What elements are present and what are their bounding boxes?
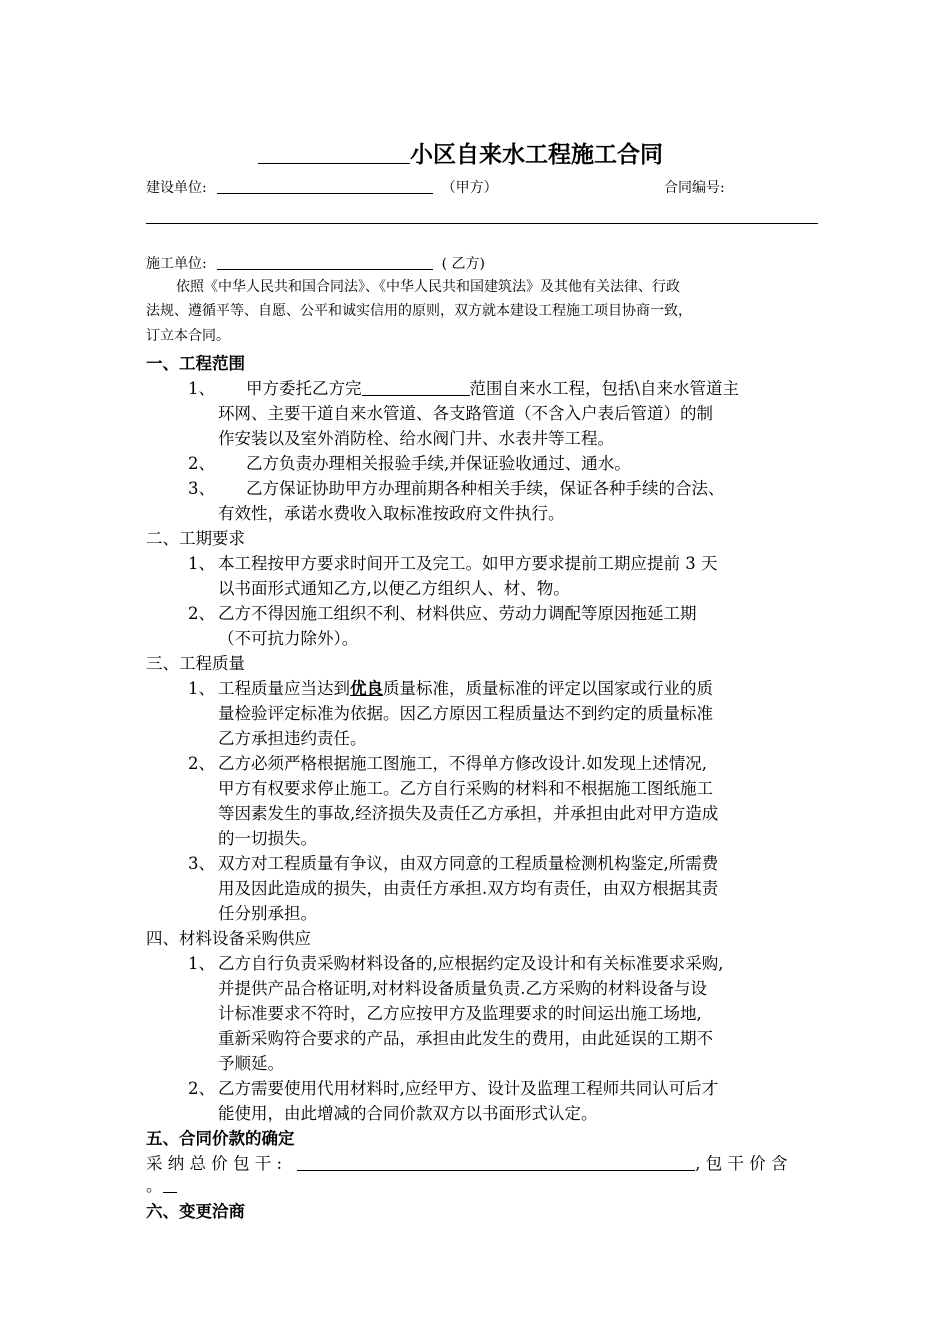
s3-item1-number: 1、 [188,679,215,698]
section-5-heading: 五、合同价款的确定 [146,1129,295,1148]
section-1-heading: 一、工程范围 [146,354,245,373]
s2-item2-number: 2、 [188,604,215,623]
s3-item2-line-1: 乙方必须严格根据施工图施工，不得单方修改设计.如发现上述情况, [218,754,707,773]
s4-item2-line-2: 能使用，由此增减的合同价款双方以书面形式认定。 [218,1104,598,1123]
intro-line-2: 法规、遵循平等、自愿、公平和诚实信用的原则，双方就本建设工程施工项目协商一致， [146,303,692,319]
s1-item1-line-3: 作安装以及室外消防栓、给水阀门井、水表井等工程。 [218,429,614,448]
page-title-row [258,136,663,169]
s3-item1-line-2: 量检验评定标准为依据。因乙方原因工程质量达不到约定的质量标准 [218,704,713,723]
contractor-name-blank[interactable] [217,255,433,270]
s4-item1-line-2: 并提供产品合格证明,对材料设备质量负责.乙方采购的材料设备与设 [218,979,707,998]
s4-item1-line-3: 计标准要求不符时，乙方应按甲方及监理要求的时间运出施工场地, [218,1004,702,1023]
s1-item3-line-1: 乙方保证协助甲方办理前期各种相关手续，保证各种手续的合法、 [246,479,725,498]
s1-item1-line-2: 环网、主要干道自来水管道、各支路管道（不含入户表后管道）的制 [218,404,713,423]
s2-item1-number: 1、 [188,554,215,573]
price-line-2-text: 。 [146,1176,163,1195]
price-row [146,1150,788,1174]
s3-item3-line-1: 双方对工程质量有争议，由双方同意的工程质量检测机构鉴定,所需费 [218,854,719,873]
s4-item1-number: 1、 [188,954,215,973]
project-name-blank[interactable] [258,140,410,164]
s3-item3-line-3: 任分别承担。 [218,904,317,923]
price-tail: , 包 干 价 含 [695,1154,788,1173]
s4-item2-number: 2、 [188,1079,215,1098]
owner-role: （甲方） [441,180,498,196]
s1-item1-number: 1、 [188,379,215,398]
s3-item3-line-2: 用及因此造成的损失，由责任方承担.双方均有责任，由双方根据其责 [218,879,719,898]
price-included-blank[interactable] [163,1176,177,1194]
s2-item1-line-1: 本工程按甲方要求时间开工及完工。如甲方要求提前工期应提前 3 天 [218,554,718,573]
s3-item2-line-4: 的一切损失。 [218,829,317,848]
s1-item3-line-2: 有效性，承诺水费收入取标准按政府文件执行。 [218,504,565,523]
contractor-row [146,253,485,273]
price-label: 采 纳 总 价 包 干 : [146,1154,283,1173]
owner-row [146,177,498,197]
section-6-heading: 六、变更洽商 [146,1202,245,1221]
s4-item2-line-1: 乙方需要使用代用材料时,应经甲方、设计及监理工程师共同认可后才 [218,1079,719,1098]
intro-line-3: 订立本合同。 [146,328,230,344]
s4-item1-line-1: 乙方自行负责采购材料设备的,应根据约定及设计和有关标准要求采购, [218,954,724,973]
quality-grade: 优良 [350,679,383,698]
s1-item1-line-1: 甲方委托乙方完 范围自来水工程，包括\自来水管道主 [246,379,740,398]
s3-item1-line-1: 工程质量应当达到优良质量标准，质量标准的评定以国家或行业的质 [218,679,713,698]
s1-item2-line-1: 乙方负责办理相关报验手续,并保证验收通过、通水。 [246,454,631,473]
s2-item2-line-1: 乙方不得因施工组织不利、材料供应、劳动力调配等原因拖延工期 [218,604,697,623]
s1-item3-number: 3、 [188,479,215,498]
section-3-heading: 三、工程质量 [146,654,245,673]
s2-item1-line-2: 以书面形式通知乙方,以便乙方组织人、材、物。 [218,579,570,598]
scope-blank[interactable] [362,379,470,397]
s2-item2-line-2: （不可抗力除外）。 [218,629,359,648]
s1-item2-number: 2、 [188,454,215,473]
s4-item1-line-5: 予顺延。 [218,1054,284,1073]
price-blank[interactable] [297,1154,695,1172]
contractor-role: ( 乙方) [441,256,485,272]
s3-item1-line-3: 乙方承担违约责任。 [218,729,367,748]
section-4-heading: 四、材料设备采购供应 [146,929,311,948]
owner-name-blank[interactable] [217,179,433,194]
s4-item1-line-4: 重新采购符合要求的产品，承担由此发生的费用，由此延误的工期不 [218,1029,713,1048]
contract-no-label: 合同编号: [664,180,725,196]
s3-item3-number: 3、 [188,854,215,873]
price-line-2 [146,1172,177,1196]
page-title: 小区自来水工程施工合同 [410,142,663,168]
header-divider [146,223,818,224]
contractor-label: 施工单位: [146,256,207,272]
s3-item2-line-2: 甲方有权要求停止施工。乙方自行采购的材料和不根据施工图纸施工 [218,779,713,798]
owner-label: 建设单位: [146,180,207,196]
s3-item2-number: 2、 [188,754,215,773]
s3-item2-line-3: 等因素发生的事故,经济损失及责任乙方承担，并承担由此对甲方造成 [218,804,719,823]
section-2-heading: 二、工期要求 [146,529,245,548]
intro-line-1: 依照《中华人民共和国合同法》、《中华人民共和国建筑法》及其他有关法律、行政 [176,279,680,295]
